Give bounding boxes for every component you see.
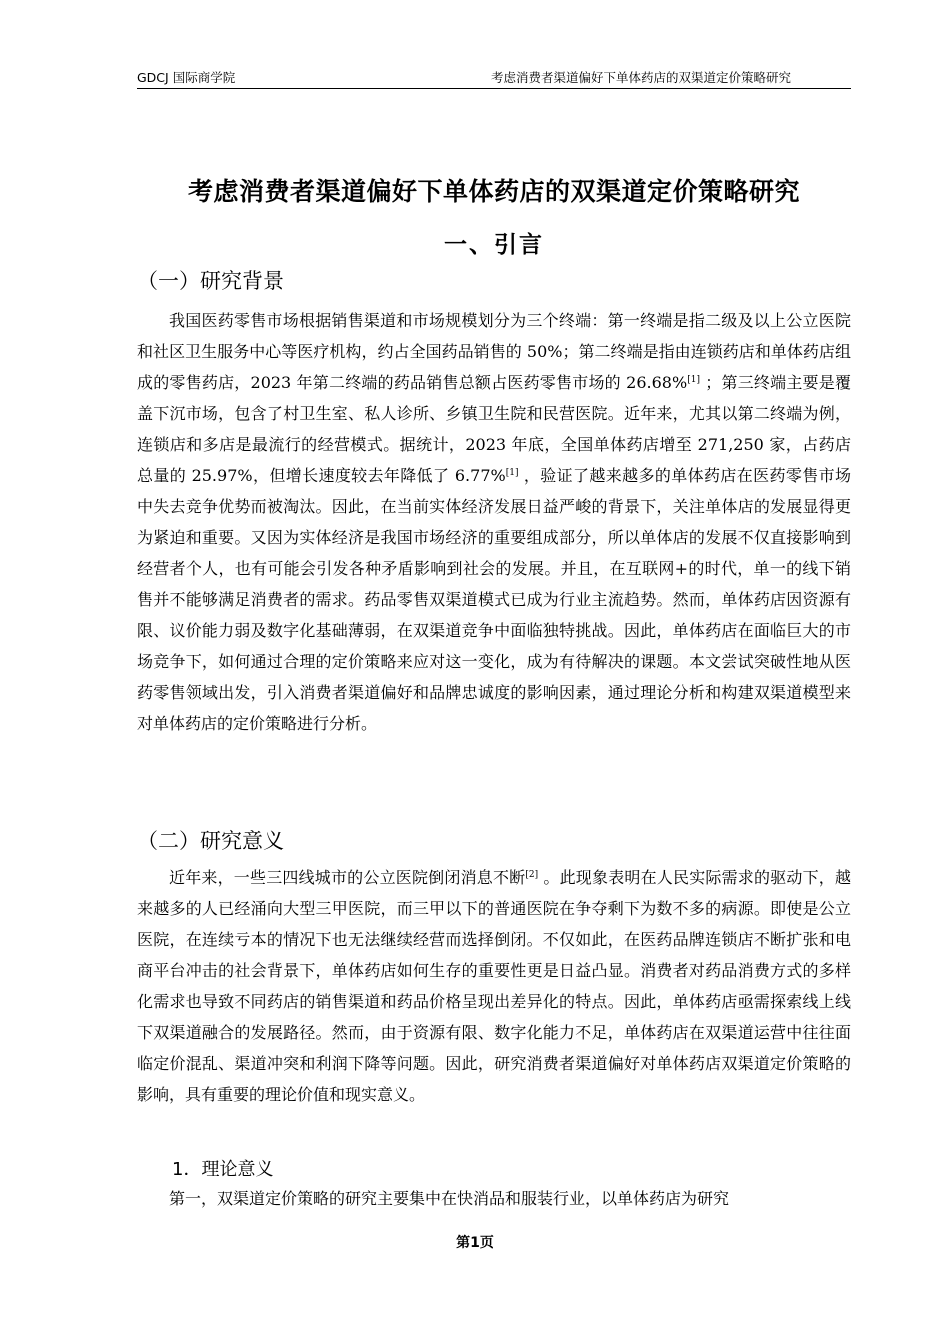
paragraph-text: ，验证了越来越多的单体药店在医药零售市场中失去竞争优势而被淘汰。因此，在当前实体经济发展日益严峻的背景下，关注单体店的发展显得更为紧迫和重要。又因为实体经济是我国市场经济的重要组成部分，所以单体店的发展不仅直接影响到经营者个人，也有可能会引发各种矛盾影响到社会的发展。并且，在互联网+的时代，单一的线下销售并不能够满足消费者的需求。药品零售双渠道模式已成为行业主流趋势。然而，单体药店因资源有限、议价能力弱及数字化基础薄弱，在双渠道竞争中面临独特挑战。因此，单体药店在面临巨大的市场竞争下，如何通过合理的定价策略来应对这一变化，成为有待解决的课题。本文尝试突破性地从医药零售领域出发，引入消费者渠道偏好和品牌忠诚度的影响因素，通过理论分析和构建双渠道模型来对单体药店的定价策略进行分析。 (137, 466, 851, 733)
citation: [2] (525, 870, 539, 880)
page-header (137, 68, 851, 89)
paragraph-text: ；第三终端主要是覆盖下沉市场，包含了村卫生室、私人诊所、乡镇卫生院和民营医院。近年来，尤其以第二终端为例，连锁店和多店是最流行的经营模式。据统计，2023 年底，全国单体药店增至 271,250 家，占药店总量的 25.97%，但增长速度较去年降低了 6.77% (137, 373, 851, 485)
paragraph-background (137, 305, 851, 739)
paragraph-significance (137, 862, 851, 1110)
subsection-heading-background: （一）研究背景 (137, 269, 284, 293)
paper-title: 考虑消费者渠道偏好下单体药店的双渠道定价策略研究 (187, 177, 800, 206)
paragraph-text: 近年来，一些三四线城市的公立医院倒闭消息不断 (169, 868, 526, 887)
section-heading-intro: 一、引言 (444, 232, 544, 258)
subsubsection-heading-theory: 1．理论意义 (172, 1159, 274, 1180)
citation: [1] (505, 468, 519, 478)
header-right: 考虑消费者渠道偏好下单体药店的双渠道定价策略研究 (490, 70, 791, 85)
paragraph-text: 。此现象表明在人民实际需求的驱动下，越来越多的人已经涌向大型三甲医院，而三甲以下的普通医院在争夺剩下为数不多的病源。即使是公立医院，在连续亏本的情况下也无法继续经营而选择倒闭。不仅如此，在医药品牌连锁店不断扩张和电商平台冲击的社会背景下，单体药店如何生存的重要性更是日益凸显。消费者对药品消费方式的多样化需求也导致不同药店的销售渠道和药品价格呈现出差异化的特点。因此，单体药店亟需探索线上线下双渠道融合的发展路径。然而，由于资源有限、数字化能力不足，单体药店在双渠道运营中往往面临定价混乱、渠道冲突和利润下降等问题。因此，研究消费者渠道偏好对单体药店双渠道定价策略的影响，具有重要的理论价值和现实意义。 (137, 868, 851, 1104)
page-number: 第1页 (456, 1235, 494, 1251)
paragraph-text: 我国医药零售市场根据销售渠道和市场规模划分为三个终端：第一终端是指二级及以上公立医院和社区卫生服务中心等医疗机构，约占全国药品销售的 50%；第二终端是指由连锁药店和单体药店组成的零售药店，2023 年第二终端的药品销售总额占医药零售市场的 26.68% (137, 311, 851, 392)
citation: [1] (687, 375, 700, 385)
subsection-heading-significance: （二）研究意义 (137, 829, 284, 853)
paragraph-theory (137, 1183, 851, 1214)
paragraph-text: 第一，双渠道定价策略的研究主要集中在快消品和服装行业，以单体药店为研究 (169, 1189, 730, 1208)
header-left: GDCJ 国际商学院 (137, 70, 236, 85)
